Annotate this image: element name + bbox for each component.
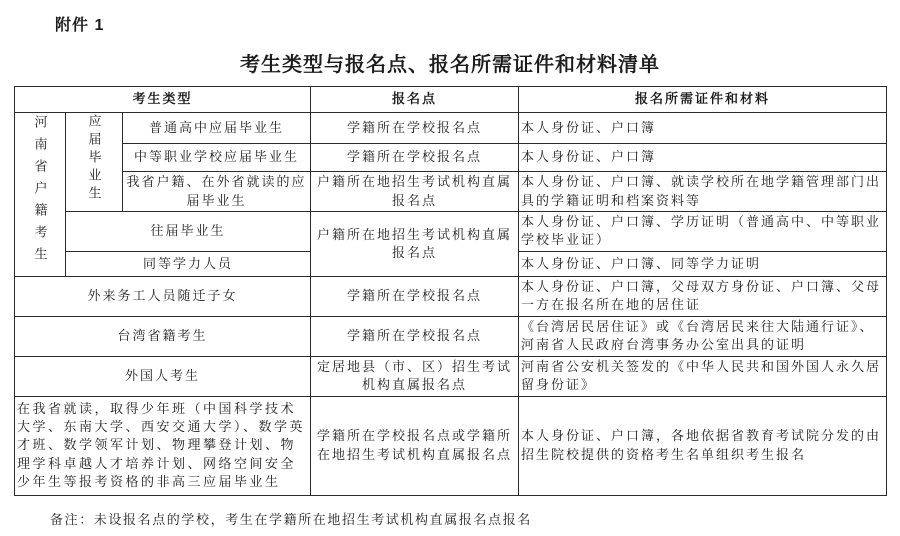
header-registration-site: 报名点 bbox=[311, 87, 519, 113]
fresh-grad-group-label: 应届毕业生 bbox=[86, 114, 102, 205]
cell-materials-r8: 河南省公安机关签发的《中华人民共和国外国人永久居留身份证》 bbox=[519, 356, 887, 396]
cell-site-r8: 定居地县（市、区）招生考试机构直属报名点 bbox=[311, 356, 519, 396]
registration-table bbox=[14, 86, 887, 496]
cell-group-henan-residents bbox=[15, 113, 66, 277]
footnote: 备注：未设报名点的学校，考生在学籍所在地招生考试机构直属报名点报名 bbox=[50, 511, 532, 527]
cell-site-r3: 户籍所在地招生考试机构直属报名点 bbox=[311, 172, 519, 212]
cell-type-r3: 我省户籍、在外省就读的应届毕业生 bbox=[123, 172, 311, 212]
document-page bbox=[0, 12, 900, 528]
cell-materials-r7: 《台湾居民居住证》或《台湾居民来往大陆通行证》、河南省人民政府台湾事务办公室出具的证明 bbox=[519, 316, 887, 356]
header-examinee-type: 考生类型 bbox=[15, 87, 311, 113]
cell-type-r7: 台湾省籍考生 bbox=[15, 316, 311, 356]
table-row bbox=[15, 396, 887, 495]
henan-group-label: 河南省户籍考生 bbox=[32, 114, 48, 269]
cell-site-r1: 学籍所在学校报名点 bbox=[311, 113, 519, 144]
cell-materials-r9: 本人身份证、户口簿，各地依据省教育考试院分发的由招生院校提供的资格考生名单组织考生报名 bbox=[519, 396, 887, 495]
cell-type-r9: 在我省就读，取得少年班（中国科学技术大学、东南大学、西安交通大学）、数学英才班、数学领军计划、物理攀登计划、物理学科卓越人才培养计划、网络空间安全少年生等报考资格的非高三应届毕业生 bbox=[15, 396, 311, 495]
cell-materials-r1: 本人身份证、户口簿 bbox=[519, 113, 887, 144]
table-row bbox=[15, 113, 887, 144]
cell-type-r4: 往届毕业生 bbox=[66, 212, 311, 252]
attachment-label: 附件 1 bbox=[55, 17, 105, 34]
cell-materials-r6: 本人身份证、户口簿，父母双方身份证、户口簿、父母一方在报名所在地的居住证 bbox=[519, 276, 887, 316]
cell-site-r9: 学籍所在学校报名点或学籍所在地招生考试机构直属报名点 bbox=[311, 396, 519, 495]
cell-materials-r2: 本人身份证、户口簿 bbox=[519, 144, 887, 172]
cell-site-r4-r5: 户籍所在地招生考试机构直属报名点 bbox=[311, 212, 519, 277]
page-title: 考生类型与报名点、报名所需证件和材料清单 bbox=[240, 54, 660, 76]
table-row bbox=[15, 144, 887, 172]
cell-type-r6: 外来务工人员随迁子女 bbox=[15, 276, 311, 316]
cell-site-r7: 学籍所在学校报名点 bbox=[311, 316, 519, 356]
cell-materials-r5: 本人身份证、户口簿、同等学力证明 bbox=[519, 251, 887, 276]
table-row bbox=[15, 316, 887, 356]
table-header-row bbox=[15, 87, 887, 113]
cell-type-r2: 中等职业学校应届毕业生 bbox=[123, 144, 311, 172]
cell-materials-r4: 本人身份证、户口簿、学历证明（普通高中、中等职业学校毕业证） bbox=[519, 212, 887, 252]
cell-type-r1: 普通高中应届毕业生 bbox=[123, 113, 311, 144]
cell-site-r2: 学籍所在学校报名点 bbox=[311, 144, 519, 172]
table-row bbox=[15, 276, 887, 316]
cell-materials-r3: 本人身份证、户口簿、就读学校所在地学籍管理部门出具的学籍证明和档案资料等 bbox=[519, 172, 887, 212]
table-row bbox=[15, 212, 887, 252]
table-row bbox=[15, 172, 887, 212]
header-required-materials: 报名所需证件和材料 bbox=[519, 87, 887, 113]
table-row bbox=[15, 356, 887, 396]
cell-group-fresh-graduates bbox=[66, 113, 123, 212]
cell-type-r5: 同等学力人员 bbox=[66, 251, 311, 276]
cell-site-r6: 学籍所在学校报名点 bbox=[311, 276, 519, 316]
cell-type-r8: 外国人考生 bbox=[15, 356, 311, 396]
